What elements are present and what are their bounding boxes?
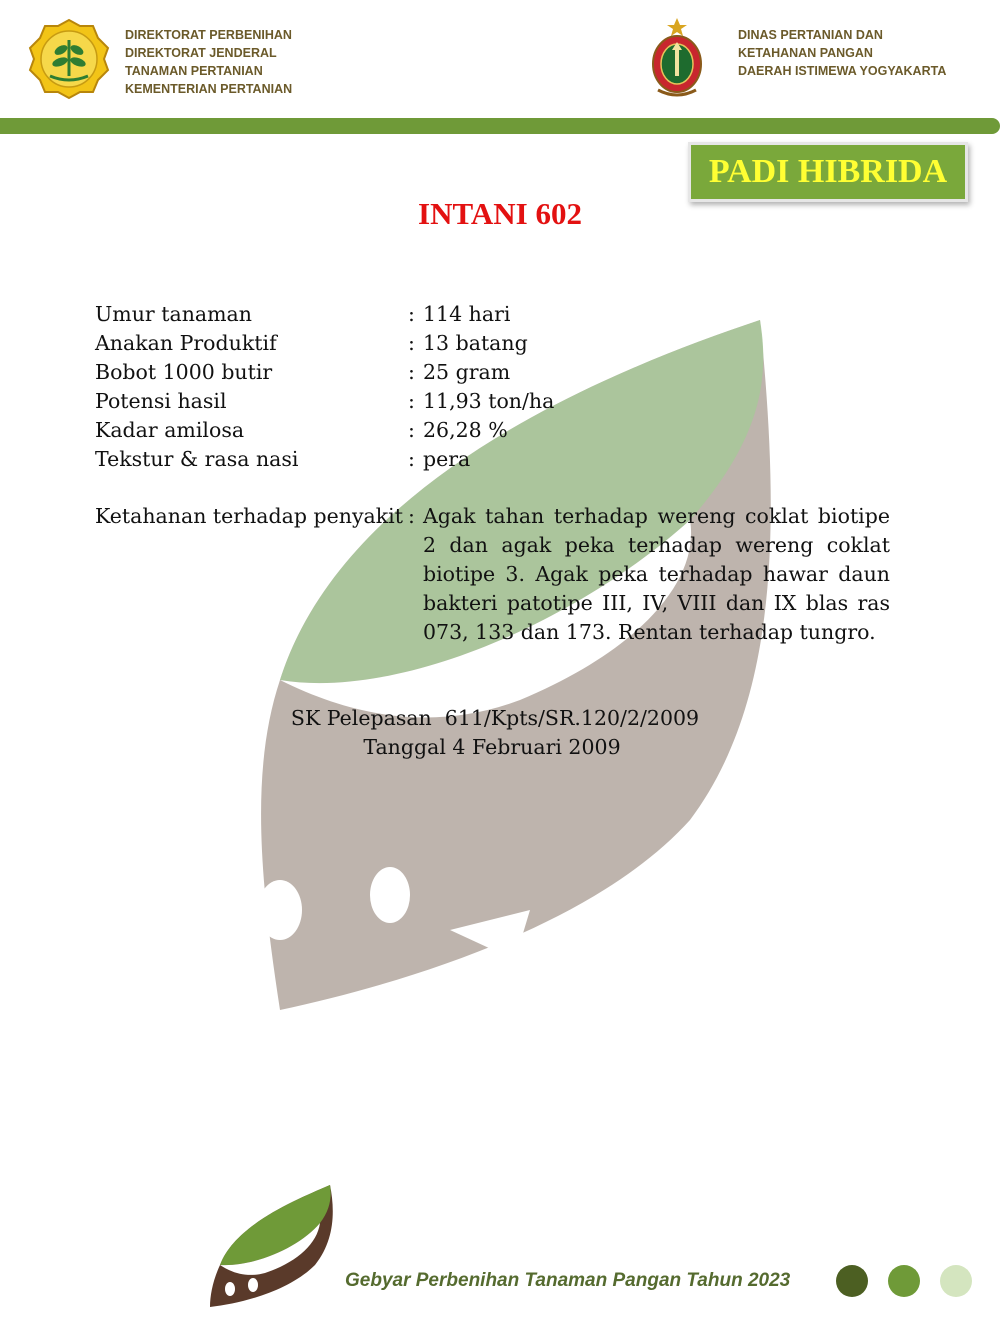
ministry-line: DIREKTORAT JENDERAL xyxy=(125,46,277,60)
provincial-agency-heading xyxy=(738,26,946,80)
resistance-value: Agak tahan terhadap wereng coklat biotipe 2 dan agak peka terhadap wereng coklat biotipe 3. Agak peka terhadap hawar daun bakteri patotipe III, IV, VIII dan IX blas ras 073, 133 dan 173. Rentan terhadap tungro. xyxy=(423,504,890,644)
spec-row xyxy=(95,445,554,474)
resistance-label: Ketahanan terhadap penyakit xyxy=(95,504,403,528)
spec-value: 26,28 % xyxy=(423,418,508,442)
spec-value: 114 hari xyxy=(423,302,511,326)
spec-colon: : xyxy=(408,331,415,355)
footer-dot-light xyxy=(940,1265,972,1297)
ministry-line: TANAMAN PERTANIAN xyxy=(125,64,263,78)
spec-value: 13 batang xyxy=(423,331,528,355)
spec-label: Bobot 1000 butir xyxy=(95,360,273,384)
resistance-row xyxy=(95,502,890,647)
spec-label: Umur tanaman xyxy=(95,302,252,326)
leaf-footer-logo xyxy=(205,1185,335,1310)
variety-title: INTANI 602 xyxy=(418,196,582,231)
spec-label: Kadar amilosa xyxy=(95,418,245,442)
ministry-line: KEMENTERIAN PERTANIAN xyxy=(125,82,293,96)
spec-value: 11,93 ton/ha xyxy=(423,389,555,413)
spec-row xyxy=(95,358,554,387)
footer-dot-mid xyxy=(888,1265,920,1297)
release-date: Tanggal 4 Februari 2009 xyxy=(363,735,621,759)
spec-label: Potensi hasil xyxy=(95,389,227,413)
spec-label: Tekstur & rasa nasi xyxy=(95,447,299,471)
spec-colon: : xyxy=(408,389,415,413)
ministry-line: DIREKTORAT PERBENIHAN xyxy=(125,28,292,42)
header-divider-bar xyxy=(0,118,1000,134)
spec-value: 25 gram xyxy=(423,360,511,384)
footer-dot-dark xyxy=(836,1265,868,1297)
category-badge: PADI HIBRIDA xyxy=(688,142,968,202)
agency-line: DINAS PERTANIAN DAN xyxy=(738,28,883,42)
release-sk-number: SK Pelepasan 611/Kpts/SR.120/2/2009 xyxy=(290,706,700,730)
spec-row xyxy=(95,300,554,329)
ministry-heading xyxy=(125,26,292,98)
spec-colon: : xyxy=(408,418,415,442)
agency-line: DAERAH ISTIMEWA YOGYAKARTA xyxy=(738,64,947,78)
spec-label: Anakan Produktif xyxy=(95,331,277,355)
yogyakarta-crest-logo xyxy=(646,16,708,102)
ministry-of-agriculture-logo xyxy=(28,18,110,100)
spec-colon: : xyxy=(408,302,415,326)
agency-line: KETAHANAN PANGAN xyxy=(738,46,873,60)
resistance-colon: : xyxy=(408,504,415,528)
spec-row xyxy=(95,416,554,445)
footer-event-title: Gebyar Perbenihan Tanaman Pangan Tahun 2023 xyxy=(345,1270,791,1291)
spec-row xyxy=(95,387,554,416)
spec-row xyxy=(95,329,554,358)
spec-colon: : xyxy=(408,447,415,471)
spec-value: pera xyxy=(423,447,471,471)
spec-table xyxy=(95,300,554,474)
release-decree xyxy=(0,704,1000,762)
spec-colon: : xyxy=(408,360,415,384)
